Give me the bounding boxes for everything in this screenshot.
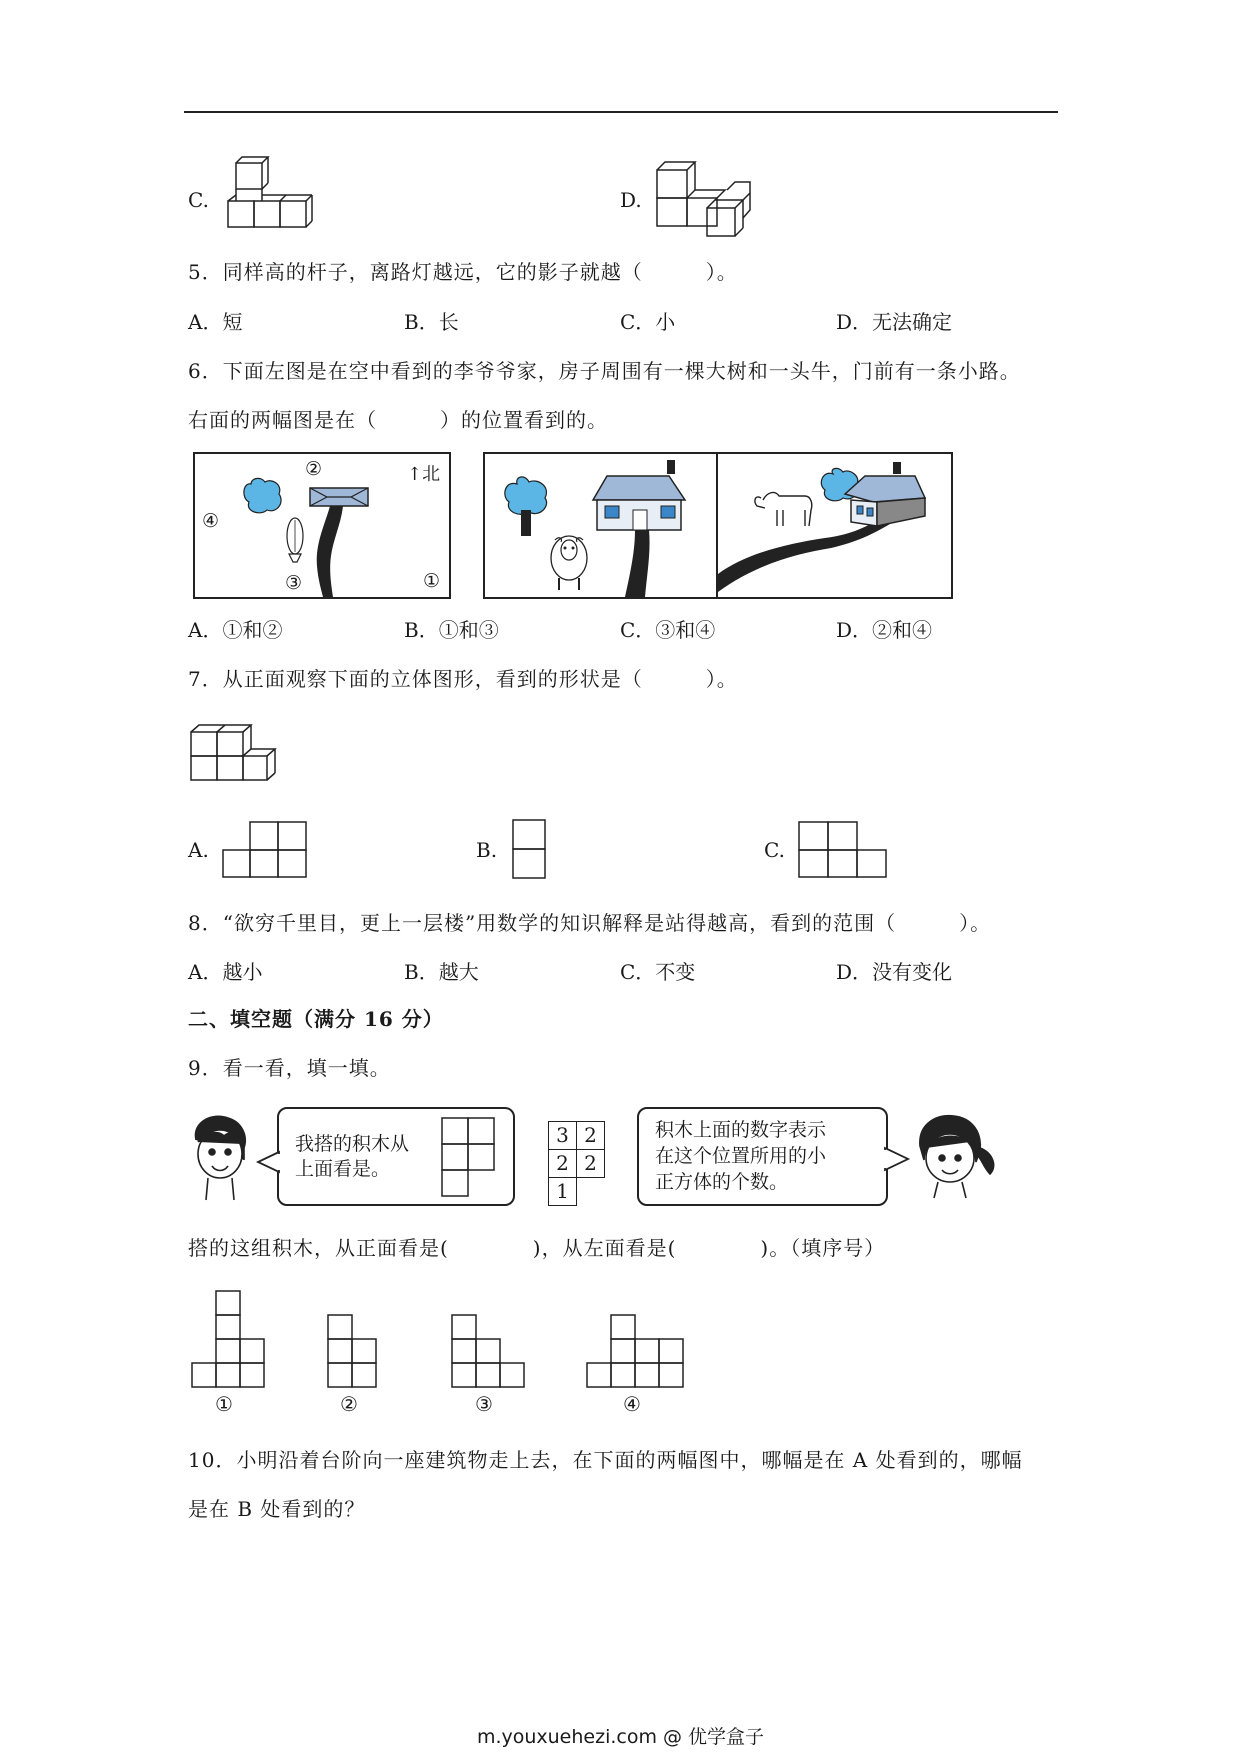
boy-top-view-grid (441, 1117, 501, 1199)
q4-option-d-figure (655, 160, 760, 240)
q5-option-d[interactable]: D．无法确定 (836, 310, 953, 334)
boy-bubble-line2: 上面看是。 (295, 1158, 391, 1180)
north-label: 北 (422, 464, 441, 485)
q6-option-c[interactable]: C．③和④ (620, 618, 716, 642)
section2-title: 二、填空题（满分 16 分） (188, 1007, 444, 1031)
q6-map-box (193, 452, 451, 599)
cow-icon (287, 518, 303, 562)
q7-solid-figure (190, 722, 280, 782)
q9-figure-1 (190, 1290, 270, 1390)
q7-option-c-figure (798, 820, 888, 880)
north-arrow-icon: ↑ (407, 464, 423, 485)
q9-figure-2-label: ② (340, 1392, 358, 1416)
q9-figure-3-label: ③ (475, 1392, 493, 1416)
q6-option-d[interactable]: D．②和④ (836, 618, 933, 642)
q6-stem-line2: 右面的两幅图是在（ ）的位置看到的。 (188, 408, 608, 432)
q4-option-c-label[interactable]: C. (188, 188, 209, 212)
house-roof-icon (310, 488, 368, 506)
tree-icon (244, 478, 281, 512)
girl-bubble-tail (884, 1146, 910, 1172)
q5-option-a[interactable]: A．短 (188, 310, 243, 334)
scene2-cow-icon (755, 493, 812, 526)
girl-illustration (914, 1112, 1000, 1200)
q8-option-d[interactable]: D．没有变化 (836, 960, 953, 984)
scene1-cow-icon (551, 536, 587, 590)
q9-figure-2 (326, 1314, 380, 1390)
q6-option-b[interactable]: B．①和③ (404, 618, 499, 642)
q4-option-d-label[interactable]: D. (620, 188, 642, 212)
grid-cell: 2 (548, 1149, 577, 1178)
map-label-3: ③ (285, 572, 303, 594)
q6-scenes-box (483, 452, 953, 599)
grid-cell: 2 (576, 1121, 605, 1150)
q7-option-b-figure (512, 818, 548, 880)
map-label-4: ④ (202, 510, 220, 532)
q4-option-c-figure (226, 162, 316, 237)
q9-figure-4-label: ④ (623, 1392, 641, 1416)
q9-stem: 9．看一看，填一填。 (188, 1056, 391, 1080)
grid-cell: 1 (548, 1177, 577, 1206)
girl-bubble-line2: 在这个位置所用的小 (655, 1145, 827, 1167)
q7-option-a-figure (222, 820, 308, 880)
q6-scenes-drawing (485, 454, 951, 597)
footer-watermark[interactable]: m.youxuehezi.com @ 优学盒子 (476, 1726, 765, 1748)
q8-option-c[interactable]: C．不变 (620, 960, 696, 984)
girl-bubble-line3: 正方体的个数。 (655, 1171, 789, 1193)
scene2-house-icon (845, 462, 925, 526)
boy-bubble-line1: 我搭的积木从 (295, 1133, 410, 1155)
q9-figure-1-label: ① (215, 1392, 233, 1416)
q7-option-a-label[interactable]: A. (188, 838, 209, 862)
q6-stem-line1: 6．下面左图是在空中看到的李爷爷家，房子周围有一棵大树和一头牛，门前有一条小路。 (188, 359, 1021, 383)
q8-option-b[interactable]: B．越大 (404, 960, 479, 984)
q10-stem-line1: 10．小明沿着台阶向一座建筑物走上去，在下面的两幅图中，哪幅是在 A 处看到的，哪幅 (188, 1448, 1023, 1472)
q8-option-a[interactable]: A．越小 (188, 960, 263, 984)
scene1-house-icon (593, 460, 685, 530)
q5-option-c[interactable]: C．小 (620, 310, 676, 334)
girl-speech-bubble (637, 1107, 888, 1206)
q7-stem: 7．从正面观察下面的立体图形，看到的形状是（ ）。 (188, 667, 738, 691)
boy-illustration (188, 1112, 252, 1202)
girl-bubble-line1: 积木上面的数字表示 (655, 1119, 827, 1141)
q9-figure-3 (450, 1314, 530, 1390)
map-label-2: ② (305, 458, 323, 480)
q9-figure-4 (585, 1314, 689, 1390)
map-label-1: ① (423, 570, 441, 592)
north-indicator (407, 460, 440, 486)
grid-cell: 2 (576, 1149, 605, 1178)
q7-option-c-label[interactable]: C. (764, 838, 785, 862)
q5-option-b[interactable]: B．长 (404, 310, 459, 334)
scene1-tree-icon (505, 477, 547, 536)
q9-answer-line: 搭的这组积木，从正面看是( )，从左面看是( )。（填序号） (188, 1236, 886, 1260)
q6-option-a[interactable]: A．①和② (188, 618, 283, 642)
boy-bubble-tail (256, 1150, 280, 1174)
number-grid (548, 1121, 604, 1205)
q7-option-b-label[interactable]: B. (476, 838, 498, 862)
boy-speech-bubble (277, 1107, 515, 1206)
q8-stem: 8．“欲穷千里目，更上一层楼”用数学的知识解释是站得越高，看到的范围（ ）。 (188, 911, 992, 935)
q5-stem: 5．同样高的杆子，离路灯越远，它的影子就越（ ）。 (188, 260, 738, 284)
header-rule (184, 111, 1058, 113)
grid-cell: 3 (548, 1121, 577, 1150)
q10-stem-line2: 是在 B 处看到的？ (188, 1497, 366, 1521)
